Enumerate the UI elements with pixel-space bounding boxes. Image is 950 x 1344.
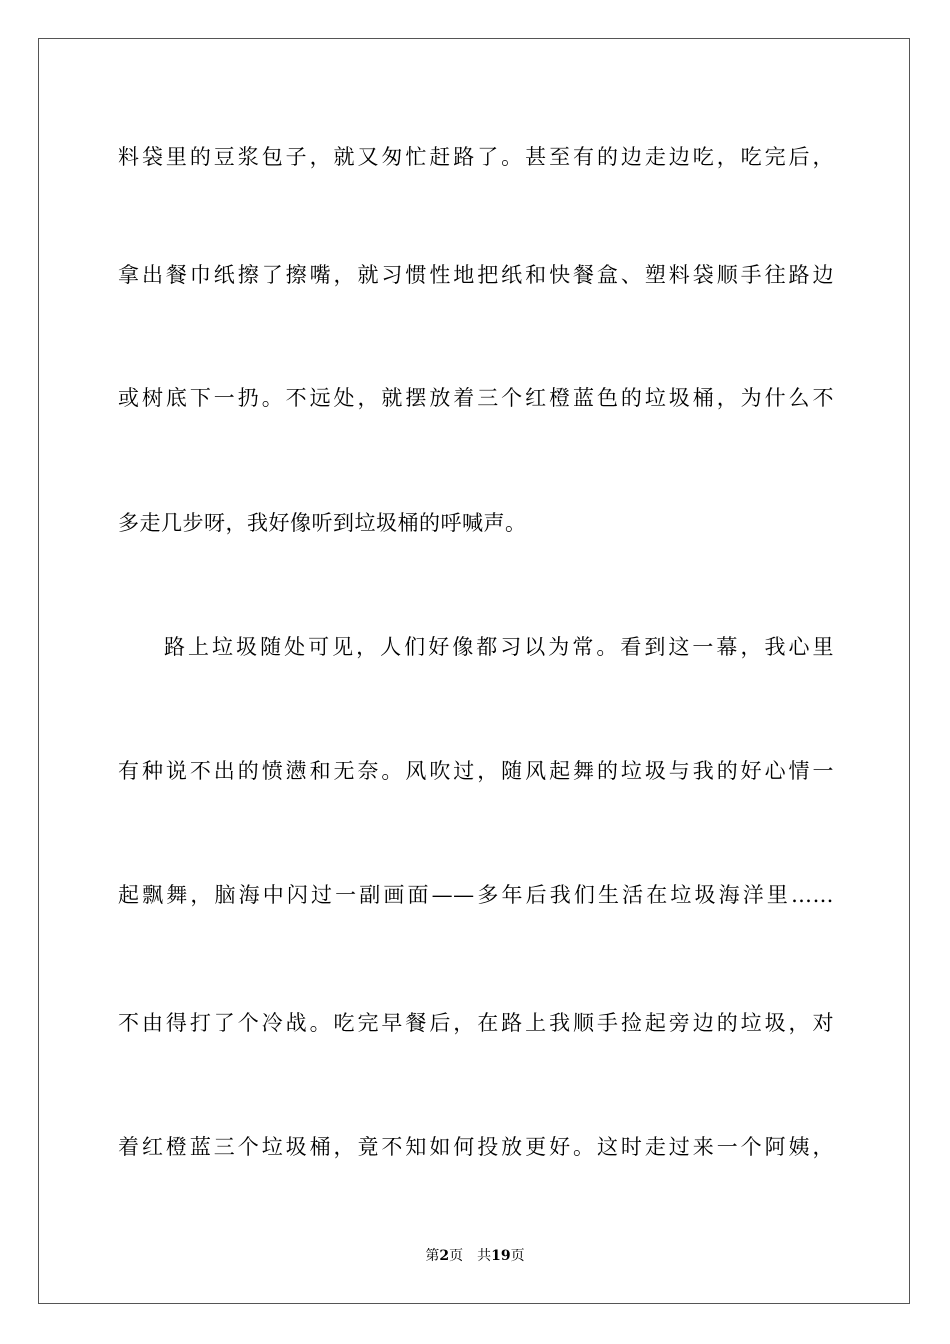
text-line-7: 起飘舞，脑海中闪过一副画面——多年后我们生活在垃圾海洋里…… [118, 883, 834, 907]
footer-total-prefix: 共 [477, 1248, 492, 1264]
text-line-8: 不由得打了个冷战。吃完早餐后，在路上我顺手捡起旁边的垃圾，对 [118, 1011, 834, 1035]
page-border [38, 38, 910, 1304]
footer-page-suffix: 页 [449, 1248, 464, 1264]
text-line-3: 或树底下一扔。不远处，就摆放着三个红橙蓝色的垃圾桶，为什么不 [118, 386, 834, 410]
text-line-9: 着红橙蓝三个垃圾桶，竟不知如何投放更好。这时走过来一个阿姨， [118, 1135, 834, 1159]
paragraph-2-line-1: 路上垃圾随处可见，人们好像都习以为常。看到这一幕，我心里 [164, 635, 834, 659]
footer-total-number: 19 [491, 1248, 511, 1264]
text-line-4: 多走几步呀，我好像听到垃圾桶的呼喊声。 [118, 511, 527, 535]
footer-total-suffix: 页 [510, 1248, 525, 1264]
page-footer [0, 1246, 950, 1266]
text-line-2: 拿出餐巾纸擦了擦嘴，就习惯性地把纸和快餐盒、塑料袋顺手往路边 [118, 263, 834, 287]
footer-page-prefix: 第 [425, 1248, 440, 1264]
text-line-1: 料袋里的豆浆包子，就又匆忙赶路了。甚至有的边走边吃，吃完后， [118, 145, 834, 169]
footer-page-number: 2 [439, 1248, 450, 1264]
text-line-6: 有种说不出的愤懑和无奈。风吹过，随风起舞的垃圾与我的好心情一 [118, 759, 834, 783]
